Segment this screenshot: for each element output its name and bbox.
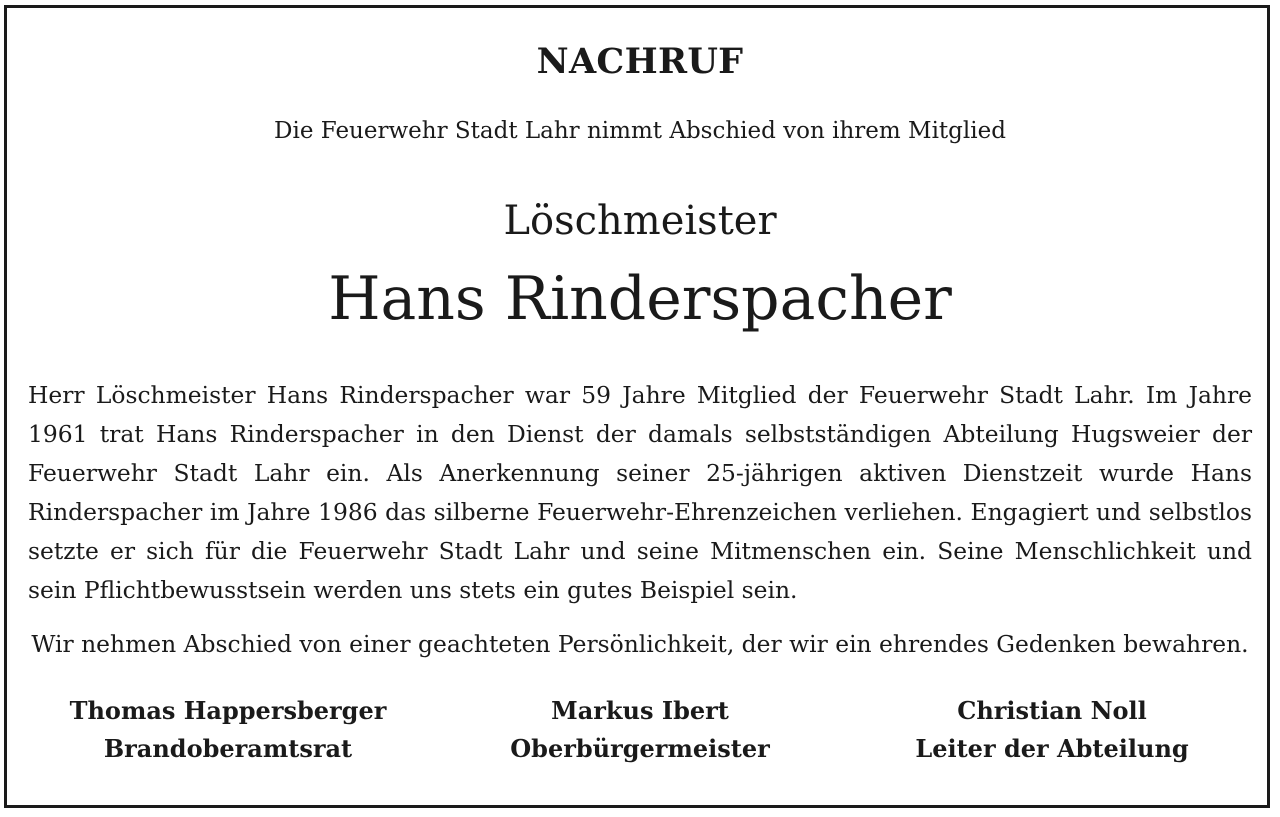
signatory-1 bbox=[28, 692, 428, 768]
deceased-rank: Löschmeister bbox=[503, 198, 777, 244]
signatory-name: Thomas Happersberger bbox=[69, 696, 387, 725]
signatory-title: Leiter der Abteilung bbox=[915, 734, 1189, 763]
notice-heading: NACHRUF bbox=[536, 41, 744, 82]
deceased-name: Hans Rinderspacher bbox=[328, 264, 952, 334]
signatory-2 bbox=[440, 692, 840, 768]
notice-body: Herr Löschmeister Hans Rinderspacher war 59 Jahre Mitglied der Feuerwehr Stadt Lahr. Im Jahre 1961 trat Hans Rinderspacher in den Dienst der damals selbstständigen Abteilung Hugsweier der Feuerwehr Stadt Lahr ein. Als Anerkennung seiner 25-jährigen aktiven Dienstzeit wurde Hans Rinderspacher im Jahre 1986 das silberne Feuerwehr-Ehrenzeichen verliehen. Engagiert und selbstlos setzte er sich für die Feuerwehr Stadt Lahr und seine Mitmenschen ein. Seine Menschlichkeit und sein Pflichtbewusstsein werden uns stets ein gutes Beispiel sein. bbox=[28, 381, 1252, 604]
signatory-title: Oberbürgermeister bbox=[510, 734, 770, 763]
signatory-3 bbox=[852, 692, 1252, 768]
signatory-title: Brandoberamtsrat bbox=[103, 734, 353, 763]
signatory-name: Markus Ibert bbox=[551, 696, 729, 725]
notice-closing: Wir nehmen Abschied von einer geachteten Persönlichkeit, der wir ein ehrendes Gedenken bewahren. bbox=[31, 630, 1249, 658]
signatures bbox=[28, 692, 1252, 768]
notice-intro: Die Feuerwehr Stadt Lahr nimmt Abschied von ihrem Mitglied bbox=[274, 118, 1006, 144]
signatory-name: Christian Noll bbox=[957, 696, 1147, 725]
